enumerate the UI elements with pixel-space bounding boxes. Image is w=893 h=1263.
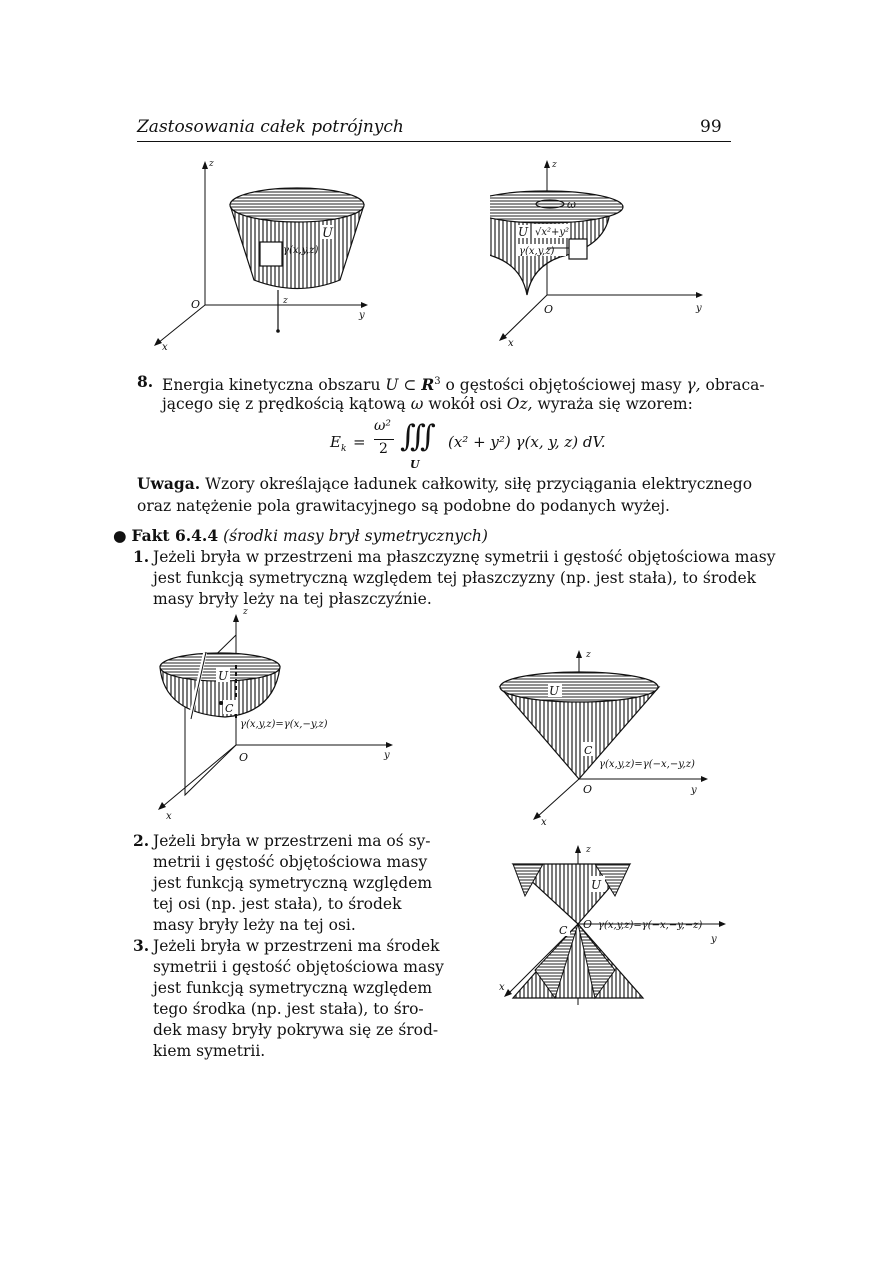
kinetic-energy-formula	[330, 415, 630, 475]
fig2-radius-label: √x²+y²	[535, 227, 570, 238]
item8-R-exp: 3	[434, 376, 441, 387]
figure-cone-axis-symmetry	[495, 645, 745, 830]
fig2-region-label: U	[518, 225, 529, 239]
fig1-z-low-label: z	[283, 296, 288, 306]
fig3-symmetry-label: γ(x,y,z)=γ(x,−y,z)	[240, 719, 328, 730]
formula-denominator: 2	[379, 441, 388, 457]
fig4-z-label: z	[586, 650, 591, 660]
fig5-region-label: U	[591, 878, 602, 892]
fig2-x-label: x	[508, 338, 514, 349]
item8-line2	[162, 393, 693, 415]
item8-Oz: Oz,	[506, 395, 533, 413]
fig3-x-label: x	[166, 811, 172, 822]
fig4-symmetry-label: γ(x,y,z)=γ(−x,−y,z)	[599, 759, 695, 770]
item3-line-1: Jeżeli bryła w przestrzeni ma środek	[153, 937, 440, 955]
fig3-center-label: C	[225, 702, 234, 715]
fact-label: Fakt 6.4.4	[131, 526, 219, 545]
item8-subset: ⊂	[403, 376, 417, 395]
item8-line1-a: Energia kinetyczna obszaru	[162, 376, 381, 395]
fact-heading	[113, 525, 488, 547]
fig5-center-label: C	[559, 924, 568, 937]
figure-double-cone-center-symmetry	[495, 840, 760, 1010]
fig2-z-label: z	[552, 160, 557, 170]
axis-x	[537, 779, 579, 817]
fig2-y-label: y	[696, 303, 702, 314]
remark-line2: oraz natężenie pola grawitacyjnego są podobne do podanych wyżej.	[137, 497, 670, 515]
fig1-x-label: x	[162, 342, 168, 353]
volume-element-cube	[569, 239, 587, 259]
lower-cone-side	[513, 924, 643, 998]
item2-line-4: tej osi (np. jest stała), to środek	[153, 895, 402, 913]
fact-title: (środki masy brył symetrycznych)	[223, 527, 488, 545]
formula-domain: U	[410, 458, 420, 471]
figure-plane-symmetry	[150, 605, 410, 825]
fig3-y-label: y	[384, 750, 390, 761]
fig5-y-label: y	[711, 934, 717, 945]
fig1-density-label: γ(x,y,z)	[283, 245, 319, 256]
formula-triple-integral: ∭	[400, 419, 436, 454]
fig1-region-label: U	[322, 226, 333, 241]
fig5-x-label: x	[499, 982, 505, 993]
item3-line-3: jest funkcją symetryczną względem	[153, 979, 433, 997]
remark-line1: Uwaga. Wzory określające ładunek całkowity, siłę przyciągania elektrycznego	[137, 474, 753, 493]
fig5-symmetry-label: γ(x,y,z)=γ(−x,−y,−z)	[598, 920, 703, 931]
item8-line2-b: wokół osi	[428, 395, 502, 413]
fig1-origin-label: O	[191, 298, 201, 311]
fig4-region-label: U	[549, 684, 560, 698]
item8-line1-b: o gęstości objętościowej masy	[445, 376, 682, 395]
item3-line-2: symetrii i gęstość objętościowa masy	[153, 958, 444, 976]
fig3-z-label: z	[243, 607, 248, 617]
remark-label: Uwaga.	[137, 474, 201, 493]
formula-numerator: ω²	[374, 418, 392, 434]
fig2-origin-label: O	[544, 303, 554, 316]
item8-number: 8.	[137, 372, 154, 391]
item8-U: U	[385, 376, 399, 395]
item8-line2-c: wyraża się wzorem:	[537, 395, 693, 413]
fig1-y-label: y	[359, 310, 365, 321]
header-rule	[137, 141, 731, 142]
formula-lhs: $E_k$	[330, 433, 347, 454]
fig5-origin-label: O	[583, 918, 593, 931]
fact-bullet: ●	[113, 527, 127, 545]
fig4-origin-label: O	[583, 783, 593, 796]
bowl-top	[230, 188, 364, 222]
item2-line-1: Jeżeli bryła w przestrzeni ma oś sy-	[153, 832, 431, 850]
item8-R: R	[421, 375, 435, 395]
figure-rotating-solid	[490, 155, 740, 355]
formula-integrand: (x² + y²) γ(x, y, z) dV.	[448, 433, 606, 451]
item1-number: 1.	[133, 547, 150, 566]
item2-line-5: masy bryły leży na tej osi.	[153, 916, 356, 934]
item2-line-3: jest funkcją symetryczną względem	[153, 874, 433, 892]
page-number: 99	[700, 117, 722, 137]
item3-number: 3.	[133, 936, 150, 955]
formula-equals: =	[353, 433, 366, 451]
item8-omega: ω	[410, 395, 424, 413]
item3-line-4: tego środka (np. jest stała), to śro-	[153, 1000, 424, 1018]
cone-top	[500, 672, 658, 702]
fig5-z-label: z	[586, 845, 591, 855]
figure-bowl-solid	[150, 155, 380, 355]
fig3-region-label: U	[218, 669, 229, 683]
item1-line3: masy bryły leży na tej płaszczyźnie.	[153, 590, 432, 608]
fig4-center-label: C	[584, 744, 593, 757]
item1-line1: Jeżeli bryła w przestrzeni ma płaszczyznę symetrii i gęstość objętościowa masy	[153, 548, 776, 566]
running-header-title: Zastosowania całek potrójnych	[137, 117, 404, 137]
volume-element-cube	[260, 242, 282, 266]
fig4-y-label: y	[691, 785, 697, 796]
axis-x	[162, 745, 236, 807]
item2-number: 2.	[133, 831, 150, 850]
item8-gamma: γ,	[686, 376, 701, 395]
fig4-x-label: x	[541, 817, 547, 828]
fig3-origin-label: O	[239, 751, 249, 764]
fig1-z-label: z	[209, 159, 214, 169]
item3-line-5: dek masy bryły pokrywa się ze środ-	[153, 1021, 439, 1039]
item2-line-2: metrii i gęstość objętościowa masy	[153, 853, 428, 871]
item8-line2-a: jącego się z prędkością kątową	[162, 395, 406, 413]
item8-line1-c: obraca-	[705, 376, 765, 395]
axis-x	[503, 295, 547, 338]
formula-fraction-bar	[374, 439, 394, 440]
item3-line-6: kiem symetrii.	[153, 1042, 266, 1060]
fig2-density-label: γ(x,y,z)	[519, 246, 555, 257]
fig2-omega-label: ω	[567, 198, 576, 211]
item1-line2: jest funkcją symetryczną względem tej płaszczyzny (np. jest stała), to środek	[153, 569, 757, 587]
